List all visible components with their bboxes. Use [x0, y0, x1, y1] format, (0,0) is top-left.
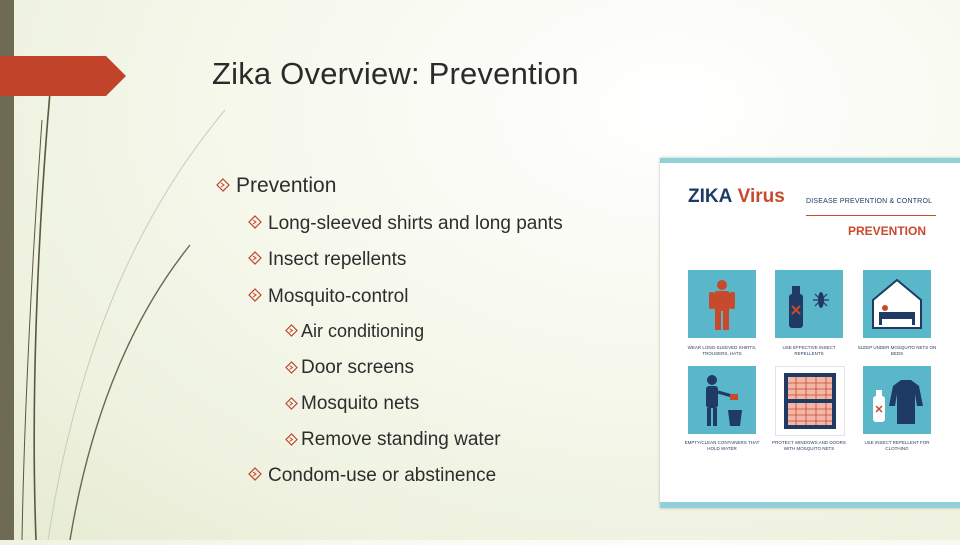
bullet-text: Air conditioning: [301, 321, 425, 341]
zika-prevention-poster: [660, 158, 960, 508]
bullet-arrow-icon: [248, 249, 262, 271]
bullet-prevention: [216, 174, 336, 198]
bullet-door-screens: [285, 357, 414, 379]
empty-container-icon: [688, 366, 756, 434]
bullet-arrow-icon: [285, 430, 298, 451]
tile-repellent: [775, 270, 843, 338]
tile-clothing: [688, 270, 756, 338]
poster-title-virus: Virus: [737, 186, 785, 207]
bullet-arrow-icon: [285, 321, 298, 342]
spray-shirt-icon: [863, 366, 931, 434]
bullet-arrow-icon: [285, 358, 298, 379]
bullet-arrow-icon: [216, 174, 230, 198]
poster-bottom-line: [660, 502, 960, 508]
window-screen-icon: [776, 367, 844, 435]
bullet-repellents: [248, 249, 406, 271]
bullet-arrow-icon: [248, 286, 262, 308]
bullet-text: Mosquito nets: [301, 393, 420, 414]
poster-top-line: [660, 158, 960, 163]
person-clothing-icon: [688, 270, 756, 338]
bullet-standing-water: [285, 429, 501, 451]
bullet-text: Prevention: [236, 174, 337, 197]
bullet-text: Insect repellents: [268, 249, 407, 270]
bullet-text: Door screens: [301, 357, 414, 378]
caption-5: PROTECT WINDOWS AND DOORS WITH MOSQUITO NETS: [772, 440, 846, 451]
caption-3: SLEEP UNDER MOSQUITO NETS ON BEDS: [857, 345, 937, 356]
caption-4: EMPTY/CLEAN CONTAINERS THAT HOLD WATER: [684, 440, 760, 451]
title-tab-arrow: [0, 56, 126, 96]
bullet-mosquito-control: [248, 286, 408, 308]
bullet-text: Condom-use or abstinence: [268, 465, 497, 486]
bullet-condom: [248, 465, 496, 487]
bed-net-icon: [863, 270, 931, 338]
tile-bed-net: [863, 270, 931, 338]
bullet-arrow-icon: [248, 465, 262, 487]
bullet-text: Remove standing water: [301, 429, 501, 450]
bullet-long-sleeves: [248, 213, 563, 235]
poster-heading: PREVENTION: [848, 224, 927, 238]
tile-clothing-repellent: [863, 366, 931, 434]
caption-6: USE INSECT REPELLENT FOR CLOTHING: [864, 440, 930, 451]
tile-containers: [688, 366, 756, 434]
bullet-mosquito-nets: [285, 393, 419, 415]
poster-title-zika: ZIKA: [688, 186, 733, 207]
poster-title: [688, 186, 785, 208]
bullet-text: Mosquito-control: [268, 286, 409, 307]
spray-mosquito-icon: [775, 270, 843, 338]
bullet-arrow-icon: [285, 394, 298, 415]
bullet-air-conditioning: [285, 321, 424, 342]
poster-subtitle: DISEASE PREVENTION & CONTROL: [806, 198, 933, 205]
bullet-arrow-icon: [248, 213, 262, 235]
slide-title: Zika Overview: Prevention: [212, 56, 579, 91]
caption-1: WEAR LONG-SLEEVED SHIRTS, TROUSERS, HATS: [687, 345, 757, 356]
tile-window: [775, 366, 845, 436]
poster-divider: [806, 215, 936, 216]
caption-2: USE EFFECTIVE INSECT REPELLENTS: [782, 345, 836, 356]
bullet-text: Long-sleeved shirts and long pants: [268, 213, 563, 234]
